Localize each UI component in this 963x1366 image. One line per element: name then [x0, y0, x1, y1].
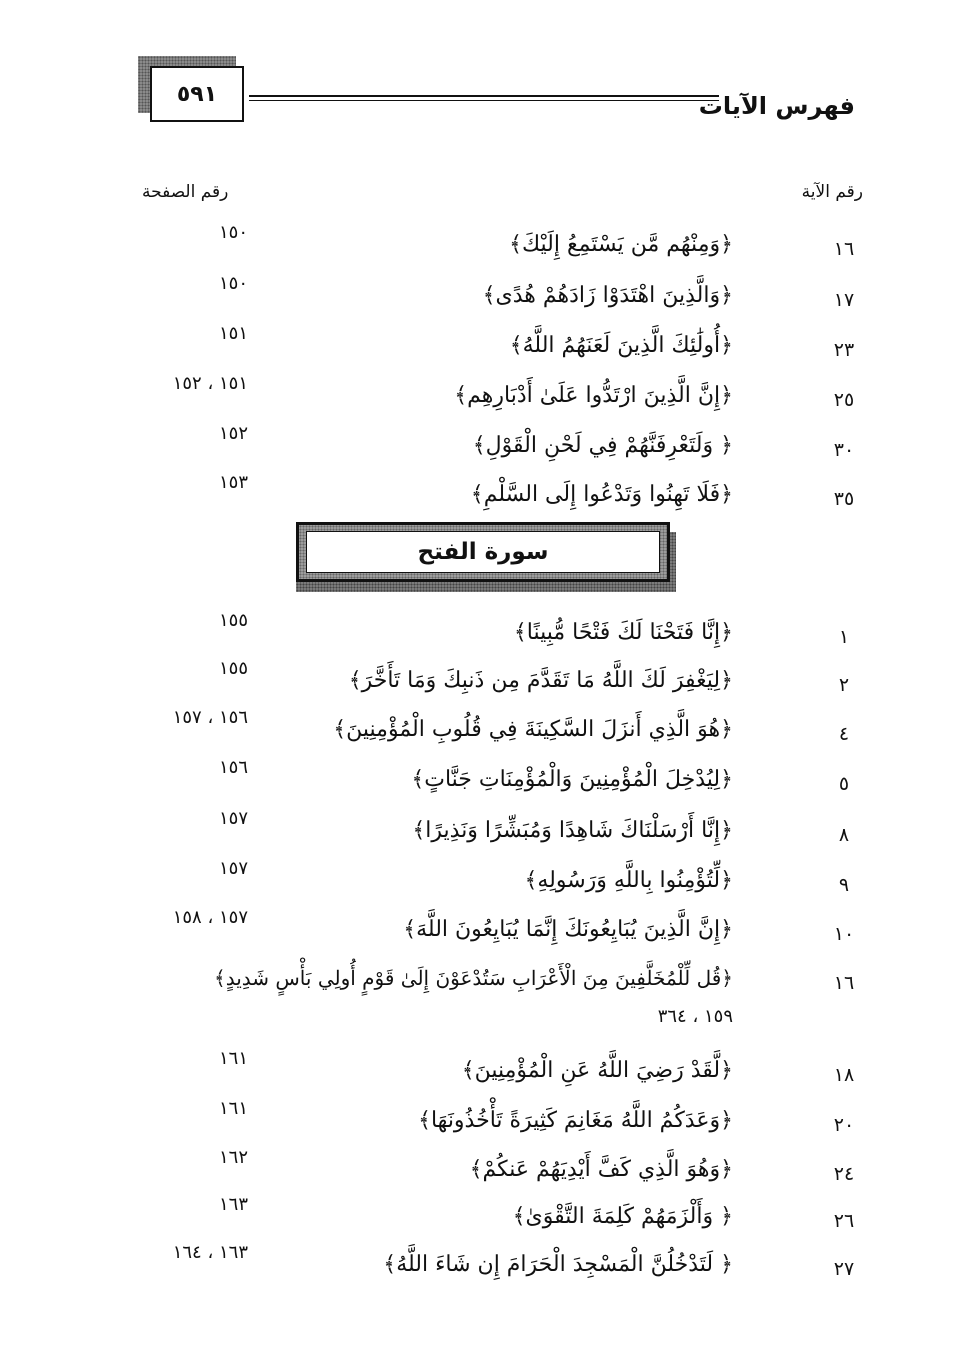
verse-text: ﴿لِّتُؤْمِنُوا بِاللَّهِ وَرَسُولِهِ﴾ — [524, 868, 733, 893]
index-row — [0, 1242, 963, 1292]
ayah-number: ٩ — [838, 874, 850, 896]
index-row — [0, 858, 963, 908]
index-row — [0, 423, 963, 473]
page-ref: ١٥٦ ، ١٥٧ — [172, 707, 248, 728]
ayah-number: ٢٧ — [833, 1258, 855, 1280]
index-row — [0, 1048, 963, 1098]
page-ref: ١٥٥ — [218, 610, 248, 631]
index-row — [0, 966, 963, 1046]
verse-text: ﴿فَلَا تَهِنُوا وَتَدْعُوا إِلَى السَّلْمِ﴾ — [470, 482, 733, 507]
page-ref: ١٦١ — [218, 1048, 248, 1069]
index-row — [0, 222, 963, 272]
ayah-number: ١٦ — [833, 972, 855, 994]
page-ref: ١٥٣ — [218, 472, 248, 493]
ayah-number: ٨ — [838, 824, 850, 846]
page-number: ٥٩١ — [150, 66, 244, 122]
ayah-number: ٣٠ — [833, 439, 855, 461]
page-ref: ١٥٥ — [218, 658, 248, 679]
index-row — [0, 1098, 963, 1148]
index-row — [0, 1194, 963, 1244]
index-row — [0, 907, 963, 957]
index-row — [0, 707, 963, 757]
index-row — [0, 273, 963, 323]
index-row — [0, 472, 963, 522]
index-row — [0, 1147, 963, 1197]
ayah-number: ٢٥ — [833, 389, 855, 411]
verse-text: ﴿أُولَٰئِكَ الَّذِينَ لَعَنَهُمُ اللَّهُ﴾ — [509, 333, 733, 358]
page-ref: ١٥٦ — [218, 757, 248, 778]
verse-text: ﴿وَالَّذِينَ اهْتَدَوْا زَادَهُمْ هُدًى﴾ — [482, 283, 733, 308]
ayah-number: ٢٣ — [833, 339, 855, 361]
verse-text: ﴿ وَأَلْزَمَهُمْ كَلِمَةَ التَّقْوَىٰ﴾ — [512, 1204, 733, 1229]
verse-text: ﴿وَهُوَ الَّذِي كَفَّ أَيْدِيَهُمْ عَنكُمْ﴾ — [469, 1157, 733, 1182]
header-rule — [249, 95, 719, 101]
column-heading-ayah: رقم الآية — [801, 182, 863, 202]
page-ref: ١٥٧ — [218, 808, 248, 829]
index-row — [0, 658, 963, 708]
page-ref: ١٥٧ — [218, 858, 248, 879]
verse-text: ﴿إِنَّا فَتَحْنَا لَكَ فَتْحًا مُّبِينًا﴾ — [513, 620, 733, 645]
page-ref: ١٦٢ — [218, 1147, 248, 1168]
verse-text: ﴿إِنَّ الَّذِينَ يُبَايِعُونَكَ إِنَّمَا يُبَايِعُونَ اللَّهَ﴾ — [403, 917, 733, 942]
index-row — [0, 808, 963, 858]
ayah-number: ٢ — [838, 674, 850, 696]
ayah-number: ١٦ — [833, 238, 855, 260]
ayah-number: ٢٦ — [833, 1210, 855, 1232]
verse-text: ﴿هُوَ الَّذِي أَنزَلَ السَّكِينَةَ فِي قُلُوبِ الْمُؤْمِنِينَ﴾ — [333, 717, 733, 742]
ayah-number: ٤ — [838, 723, 850, 745]
page-ref: ١٥١ ، ١٥٢ — [172, 373, 248, 394]
page-ref: ١٥٧ ، ١٥٨ — [172, 907, 248, 928]
ayah-number: ١٨ — [833, 1064, 855, 1086]
verse-text: ﴿ وَلَتَعْرِفَنَّهُمْ فِي لَحْنِ الْقَوْلِ﴾ — [472, 433, 733, 458]
page-ref: ١٦١ — [218, 1098, 248, 1119]
verse-text: ﴿لِيُدْخِلَ الْمُؤْمِنِينَ وَالْمُؤْمِنَاتِ جَنَّاتٍ﴾ — [411, 767, 733, 792]
column-heading-page: رقم الصفحة — [142, 182, 229, 202]
ayah-number: ١ — [838, 626, 850, 648]
index-row — [0, 610, 963, 660]
verse-text: ﴿إِنَّا أَرْسَلْنَاكَ شَاهِدًا وَمُبَشِّرًا وَنَذِيرًا﴾ — [412, 818, 733, 843]
page-ref: ١٦٣ — [218, 1194, 248, 1215]
page-title: فهرس الآيات — [698, 92, 855, 120]
page-ref: ١٥٠ — [218, 273, 248, 294]
verse-text: ﴿لِيَغْفِرَ لَكَ اللَّهُ مَا تَقَدَّمَ مِن ذَنبِكَ وَمَا تَأَخَّرَ﴾ — [348, 668, 733, 693]
page-ref: ١٥١ — [218, 323, 248, 344]
surah-title: سورة الفتح — [306, 531, 660, 573]
verse-text: ﴿وَعَدَكُمُ اللَّهُ مَغَانِمَ كَثِيرَةً تَأْخُذُونَهَا﴾ — [418, 1108, 733, 1133]
index-row — [0, 373, 963, 423]
verse-text: ﴿لَّقَدْ رَضِيَ اللَّهُ عَنِ الْمُؤْمِنِينَ﴾ — [461, 1058, 733, 1083]
ayah-number: ١٧ — [833, 289, 855, 311]
ayah-number: ٢٠ — [833, 1114, 855, 1136]
page-ref: ١٥٠ — [218, 222, 248, 243]
verse-text: ﴿ لَتَدْخُلُنَّ الْمَسْجِدَ الْحَرَامَ إِن شَاءَ اللَّهُ﴾ — [383, 1252, 733, 1277]
ayah-number: ٣٥ — [833, 488, 855, 510]
page-ref: ١٥٢ — [218, 423, 248, 444]
index-row — [0, 757, 963, 807]
ayah-number: ٢٤ — [833, 1163, 855, 1185]
page-ref: ١٥٩ ، ٣٦٤ — [657, 1006, 733, 1027]
page-ref: ١٦٣ ، ١٦٤ — [172, 1242, 248, 1263]
index-row — [0, 323, 963, 373]
verse-text: ﴿وَمِنْهُم مَّن يَسْتَمِعُ إِلَيْكَ﴾ — [509, 232, 733, 257]
ayah-number: ٥ — [838, 773, 850, 795]
ayah-number: ١٠ — [833, 923, 855, 945]
verse-text: ﴿قُل لِّلْمُخَلَّفِينَ مِنَ الْأَعْرَابِ سَتُدْعَوْنَ إِلَىٰ قَوْمٍ أُولِي بَأْسٍ شَدِيدٍ﴾ — [213, 966, 733, 990]
verse-text: ﴿إِنَّ الَّذِينَ ارْتَدُّوا عَلَىٰ أَدْبَارِهِم﴾ — [454, 383, 733, 408]
